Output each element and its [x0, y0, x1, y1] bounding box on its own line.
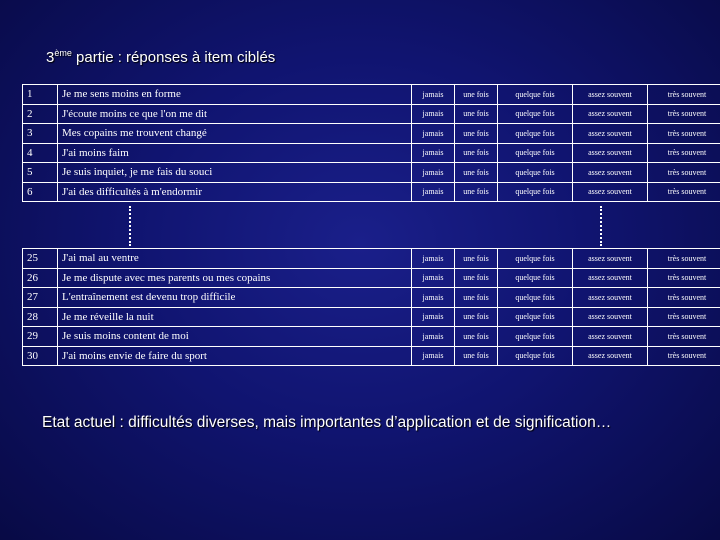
scale-option-once: une fois	[455, 182, 498, 202]
scale-option-fairly-often: assez souvent	[573, 288, 648, 308]
slide-title	[46, 48, 275, 66]
table-row	[23, 346, 720, 366]
scale-option-sometimes: quelque fois	[498, 124, 573, 144]
scale-option-very-often: très souvent	[648, 346, 720, 366]
scale-option-very-often: très souvent	[648, 182, 720, 202]
item-question: Je me sens moins en forme	[58, 85, 412, 105]
scale-option-sometimes: quelque fois	[498, 163, 573, 183]
scale-option-very-often: très souvent	[648, 124, 720, 144]
scale-option-never: jamais	[412, 288, 455, 308]
scale-option-once: une fois	[455, 104, 498, 124]
scale-option-never: jamais	[412, 346, 455, 366]
scale-option-sometimes: quelque fois	[498, 346, 573, 366]
scale-option-sometimes: quelque fois	[498, 268, 573, 288]
scale-option-sometimes: quelque fois	[498, 288, 573, 308]
table-row	[23, 85, 720, 105]
scale-option-fairly-often: assez souvent	[573, 124, 648, 144]
table-row	[23, 143, 720, 163]
scale-option-very-often: très souvent	[648, 327, 720, 347]
scale-option-sometimes: quelque fois	[498, 182, 573, 202]
table-row	[23, 124, 720, 144]
item-question: L'entraînement est devenu trop difficile	[58, 288, 412, 308]
table-row	[23, 249, 720, 269]
items-table-bottom	[22, 248, 720, 366]
table-row	[23, 288, 720, 308]
scale-option-once: une fois	[455, 268, 498, 288]
item-question: Mes copains me trouvent changé	[58, 124, 412, 144]
scale-option-once: une fois	[455, 288, 498, 308]
item-question: Je me réveille la nuit	[58, 307, 412, 327]
item-number: 30	[23, 346, 58, 366]
scale-option-fairly-often: assez souvent	[573, 249, 648, 269]
item-number: 27	[23, 288, 58, 308]
scale-option-sometimes: quelque fois	[498, 327, 573, 347]
scale-option-sometimes: quelque fois	[498, 85, 573, 105]
item-question: J'ai des difficultés à m'endormir	[58, 182, 412, 202]
item-number: 2	[23, 104, 58, 124]
scale-option-never: jamais	[412, 124, 455, 144]
item-question: J'ai mal au ventre	[58, 249, 412, 269]
item-question: J'ai moins faim	[58, 143, 412, 163]
scale-option-once: une fois	[455, 327, 498, 347]
table-row	[23, 104, 720, 124]
table-row	[23, 268, 720, 288]
continuation-dots-left	[129, 206, 131, 246]
scale-option-never: jamais	[412, 143, 455, 163]
scale-option-very-often: très souvent	[648, 249, 720, 269]
scale-option-fairly-often: assez souvent	[573, 182, 648, 202]
scale-option-very-often: très souvent	[648, 143, 720, 163]
scale-option-never: jamais	[412, 327, 455, 347]
table-row	[23, 182, 720, 202]
scale-option-never: jamais	[412, 249, 455, 269]
scale-option-fairly-often: assez souvent	[573, 143, 648, 163]
scale-option-once: une fois	[455, 163, 498, 183]
scale-option-very-often: très souvent	[648, 163, 720, 183]
item-question: Je suis inquiet, je me fais du souci	[58, 163, 412, 183]
table-row	[23, 163, 720, 183]
scale-option-fairly-often: assez souvent	[573, 307, 648, 327]
item-question: Je me dispute avec mes parents ou mes copains	[58, 268, 412, 288]
scale-option-fairly-often: assez souvent	[573, 346, 648, 366]
item-number: 28	[23, 307, 58, 327]
item-number: 26	[23, 268, 58, 288]
scale-option-once: une fois	[455, 249, 498, 269]
scale-option-very-often: très souvent	[648, 85, 720, 105]
table-row	[23, 307, 720, 327]
scale-option-fairly-often: assez souvent	[573, 268, 648, 288]
scale-option-never: jamais	[412, 182, 455, 202]
scale-option-once: une fois	[455, 143, 498, 163]
item-number: 29	[23, 327, 58, 347]
item-number: 25	[23, 249, 58, 269]
scale-option-once: une fois	[455, 124, 498, 144]
items-table-top	[22, 84, 720, 202]
scale-option-once: une fois	[455, 85, 498, 105]
table-row	[23, 327, 720, 347]
title-text: partie : réponses à item ciblés	[71, 49, 276, 66]
scale-option-fairly-often: assez souvent	[573, 327, 648, 347]
item-number: 1	[23, 85, 58, 105]
scale-option-once: une fois	[455, 307, 498, 327]
scale-option-fairly-often: assez souvent	[573, 163, 648, 183]
scale-option-very-often: très souvent	[648, 268, 720, 288]
scale-option-very-often: très souvent	[648, 307, 720, 327]
scale-option-sometimes: quelque fois	[498, 249, 573, 269]
title-superscript: ème	[54, 48, 72, 58]
conclusion-text: Etat actuel : difficultés diverses, mais importantes d’application et de signification…	[42, 414, 612, 431]
scale-option-sometimes: quelque fois	[498, 104, 573, 124]
scale-option-never: jamais	[412, 307, 455, 327]
scale-option-never: jamais	[412, 268, 455, 288]
item-number: 5	[23, 163, 58, 183]
continuation-dots-right	[600, 206, 602, 246]
scale-option-never: jamais	[412, 104, 455, 124]
item-number: 4	[23, 143, 58, 163]
item-question: J'ai moins envie de faire du sport	[58, 346, 412, 366]
item-question: Je suis moins content de moi	[58, 327, 412, 347]
scale-option-once: une fois	[455, 346, 498, 366]
item-number: 6	[23, 182, 58, 202]
item-question: J'écoute moins ce que l'on me dit	[58, 104, 412, 124]
scale-option-sometimes: quelque fois	[498, 307, 573, 327]
scale-option-sometimes: quelque fois	[498, 143, 573, 163]
scale-option-very-often: très souvent	[648, 288, 720, 308]
title-number: 3	[46, 49, 55, 66]
scale-option-never: jamais	[412, 85, 455, 105]
item-number: 3	[23, 124, 58, 144]
scale-option-fairly-often: assez souvent	[573, 104, 648, 124]
scale-option-never: jamais	[412, 163, 455, 183]
scale-option-very-often: très souvent	[648, 104, 720, 124]
scale-option-fairly-often: assez souvent	[573, 85, 648, 105]
